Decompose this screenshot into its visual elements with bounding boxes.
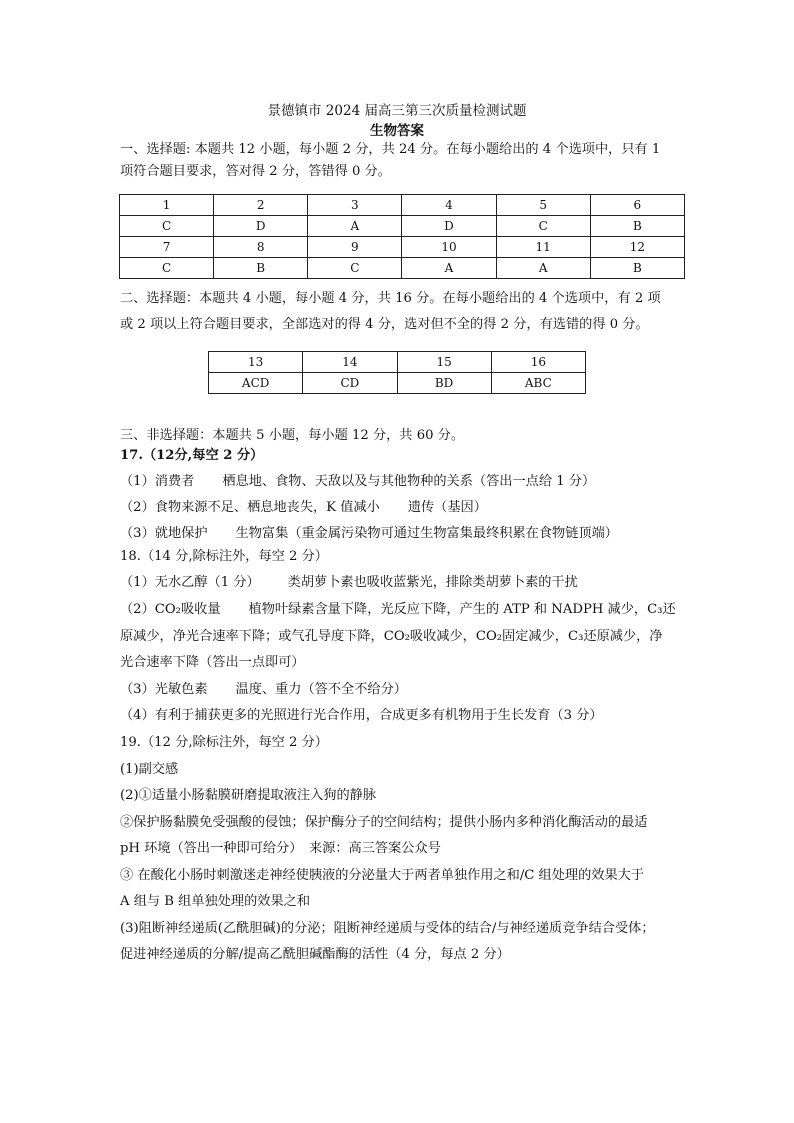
choice-cell: A	[308, 216, 402, 237]
section1-instruction-line2: 项符合题目要求，答对得 2 分，答错得 0 分。	[120, 164, 391, 179]
q19-answer-3: (3)阻断神经递质(乙酰胆碱)的分泌；阻断神经递质与受体的结合/与神经递质竞争结合受体；	[120, 921, 655, 936]
page-subtitle: 生物答案	[370, 123, 424, 139]
choice-cell: B	[214, 258, 308, 279]
q19-answer-1: (1)副交感	[120, 762, 179, 777]
q18-answer-2-cont1: 原减少，净光合速率下降；或气孔导度下降，CO₂吸收减少，CO₂固定减少，C₃还原减少，净	[120, 629, 663, 644]
choice-cell: 8	[214, 237, 308, 258]
q19-answer-2-part2-cont: pH 环境（答出一种即可给分） 来源：高三答案公众号	[120, 841, 441, 856]
q17-answer-3	[120, 525, 618, 543]
section2-instruction-line1: 二、选择题：本题共 4 小题，每小题 4 分，共 16 分。在每小题给出的 4 个选项中，有 2 项	[120, 291, 661, 306]
q18-answer-4: （4）有利于捕获更多的光照进行光合作用，合成更多有机物用于生长发育（3 分）	[120, 708, 603, 723]
choice-answer-table	[119, 194, 685, 279]
multi-cell: 15	[397, 352, 491, 373]
q19-heading: 19.（12 分,除标注外，每空 2 分）	[120, 735, 328, 750]
choice-cell: 10	[402, 237, 496, 258]
section3-heading: 三、非选择题：本题共 5 小题，每小题 12 分，共 60 分。	[120, 428, 465, 443]
choice-cell: D	[402, 216, 496, 237]
multi-row	[209, 373, 586, 394]
multi-cell: 14	[303, 352, 397, 373]
choice-cell: C	[120, 258, 214, 279]
choice-cell: C	[496, 216, 590, 237]
choice-cell: C	[308, 258, 402, 279]
multi-cell: ABC	[491, 373, 585, 394]
choice-cell: 2	[214, 195, 308, 216]
q17-heading: 17.（12分,每空 2 分）	[120, 448, 264, 463]
choice-row	[120, 195, 685, 216]
q17-answer-2b: 遗传（基因）	[407, 500, 487, 515]
multi-cell: ACD	[209, 373, 303, 394]
q18-answer-2b: 植物叶绿素含量下降，光反应下降，产生的 ATP 和 NADPH 减少，C₃还	[248, 602, 676, 617]
q18-heading: 18.（14 分,除标注外，每空 2 分）	[120, 549, 328, 564]
choice-cell: 5	[496, 195, 590, 216]
q18-answer-1a: （1）无水乙醇（1 分）	[120, 575, 260, 590]
choice-row	[120, 237, 685, 258]
choice-cell: B	[590, 216, 684, 237]
choice-cell: 11	[496, 237, 590, 258]
section2-instruction-line2: 或 2 项以上符合题目要求，全部选对的得 4 分，选对但不全的得 2 分，有选错的得 0 分。	[120, 317, 649, 332]
multi-row	[209, 352, 586, 373]
choice-row	[120, 258, 685, 279]
multi-choice-answer-table	[208, 351, 586, 394]
choice-cell: 12	[590, 237, 684, 258]
q18-answer-1b: 类胡萝卜素也吸收蓝紫光，排除类胡萝卜素的干扰	[287, 575, 578, 590]
choice-cell: A	[402, 258, 496, 279]
q18-answer-1	[120, 574, 578, 592]
section1-instruction-line1: 一、选择题: 本题共 12 小题，每小题 2 分，共 24 分。在每小题给出的 4 个选项中，只有 1	[120, 142, 661, 157]
choice-cell: C	[120, 216, 214, 237]
q18-answer-3	[120, 681, 407, 699]
choice-cell: A	[496, 258, 590, 279]
q19-answer-3-cont: 促进神经递质的分解/提高乙酰胆碱酯酶的活性（4 分，每点 2 分）	[120, 947, 510, 962]
choice-cell: 3	[308, 195, 402, 216]
choice-row	[120, 216, 685, 237]
q17-answer-2a: （2）食物来源不足、栖息地丧失，K 值减小	[120, 500, 380, 515]
multi-cell: 16	[491, 352, 585, 373]
multi-cell: 13	[209, 352, 303, 373]
q19-answer-2-part3: ③ 在酸化小肠时刺激迷走神经使胰液的分泌量大于两者单独作用之和/C 组处理的效果大于	[120, 868, 645, 883]
q19-answer-2-part3-cont: A 组与 B 组单独处理的效果之和	[120, 894, 311, 909]
multi-cell: CD	[303, 373, 397, 394]
choice-cell: 7	[120, 237, 214, 258]
choice-cell: 6	[590, 195, 684, 216]
q18-answer-2	[120, 601, 676, 619]
q17-answer-1b: 栖息地、食物、天敌以及与其他物种的关系（答出一点给 1 分）	[222, 474, 596, 489]
choice-cell: 4	[402, 195, 496, 216]
multi-cell: BD	[397, 373, 491, 394]
q18-answer-2a: （2）CO₂吸收量	[120, 602, 221, 617]
page-title: 景德镇市 2024 届高三第三次质量检测试题	[267, 103, 527, 119]
q17-answer-3a: （3）就地保护	[120, 526, 208, 541]
q19-answer-2-part2: ②保护肠黏膜免受强酸的侵蚀；保护酶分子的空间结构；提供小肠内多种消化酶活动的最适	[120, 815, 648, 830]
choice-cell: 1	[120, 195, 214, 216]
q17-answer-1	[120, 473, 595, 491]
q17-answer-1a: （1）消费者	[120, 474, 195, 489]
q18-answer-3b: 温度、重力（答不全不给分）	[235, 682, 407, 697]
choice-cell: 9	[308, 237, 402, 258]
q18-answer-2-cont2: 光合速率下降（答出一点即可）	[120, 655, 305, 670]
q17-answer-2	[120, 499, 487, 517]
q18-answer-3a: （3）光敏色素	[120, 682, 208, 697]
q17-answer-3b: 生物富集（重金属污染物可通过生物富集最终积累在食物链顶端）	[235, 526, 618, 541]
choice-cell: D	[214, 216, 308, 237]
choice-cell: B	[590, 258, 684, 279]
q19-answer-2: (2)①适量小肠黏膜研磨提取液注入狗的静脉	[120, 788, 377, 803]
